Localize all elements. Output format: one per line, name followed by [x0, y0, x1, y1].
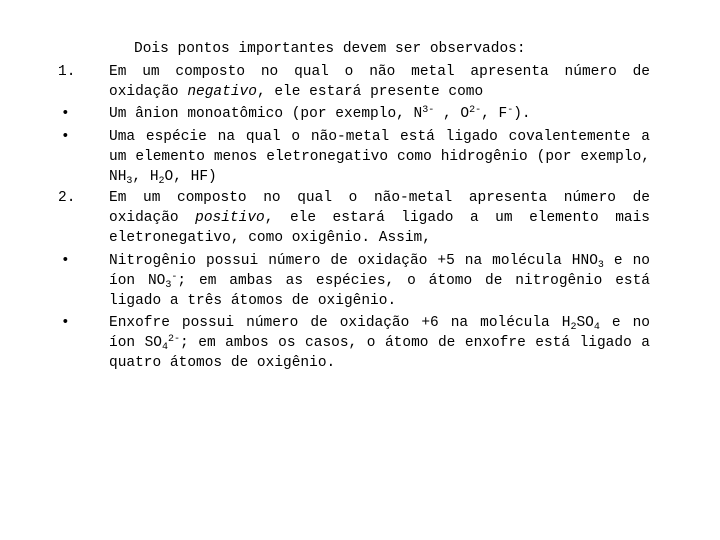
text-sub: 3	[126, 176, 133, 187]
text-segment: ; em ambos os casos, o átomo de enxofre está ligado a quatro átomos de oxigênio.	[109, 335, 650, 371]
text-sup: -	[171, 272, 178, 283]
text-sub: 3	[165, 280, 172, 291]
text-sub: 4	[593, 322, 600, 333]
text-segment: , ele estará ligado a um elemento mais eletronegativo, como oxigênio. Assim,	[109, 210, 650, 246]
text-sup: -	[507, 105, 514, 116]
text-sup: 2-	[469, 105, 482, 116]
bullet-icon: •	[61, 106, 70, 122]
text-segment: Em um composto no qual o não metal apresenta número de oxidação	[109, 64, 650, 100]
text-segment: ).	[513, 106, 531, 122]
text-em: positivo	[195, 210, 265, 226]
text-sub: 4	[162, 342, 169, 353]
text-segment: Em um composto no qual o não-metal apresenta número de oxidação	[109, 190, 650, 226]
text-segment: Um ânion monoatômico (por exemplo, N	[109, 106, 423, 122]
text-segment: , H	[132, 169, 159, 185]
text-sup: 3-	[422, 105, 435, 116]
intro-text: Dois pontos importantes devem ser observados:	[134, 41, 526, 57]
text-segment: ; em ambas as espécies, o átomo de nitrogênio está ligado a três átomos de oxigênio.	[109, 273, 650, 309]
text-sup: 2-	[168, 334, 181, 345]
text-segment: , F	[481, 106, 508, 122]
text-segment: O, HF)	[164, 169, 217, 185]
text-sub: 2	[570, 322, 577, 333]
bullet-icon: •	[61, 315, 70, 331]
text-segment: Uma espécie na qual o não-metal está ligado covalentemente a um elemento menos eletronegativo como hidrogênio (por exemplo, NH	[109, 129, 650, 185]
text-segment: e no íon NO	[109, 253, 650, 289]
bullet-icon: •	[61, 253, 70, 269]
text-segment: Nitrogênio possui número de oxidação +5 na molécula HNO	[109, 253, 598, 269]
text-sub: 3	[597, 260, 604, 271]
list-item-text	[109, 62, 650, 102]
text-segment: , O	[434, 106, 470, 122]
list-item-text	[109, 251, 650, 311]
list-item-text	[109, 104, 650, 124]
text-segment: , ele estará presente como	[256, 84, 484, 100]
text-sub: 2	[158, 176, 165, 187]
text-segment: e no íon SO	[109, 315, 650, 351]
list-item-text	[109, 127, 650, 187]
bullet-icon: •	[61, 129, 70, 145]
list-item-text	[109, 313, 650, 373]
text-segment: Enxofre possui número de oxidação +6 na molécula H	[109, 315, 571, 331]
list-marker: 1.	[58, 64, 76, 80]
list-item-text	[109, 188, 650, 248]
text-em: negativo	[187, 84, 257, 100]
list-marker: 2.	[58, 190, 76, 206]
text-segment: SO	[576, 315, 594, 331]
